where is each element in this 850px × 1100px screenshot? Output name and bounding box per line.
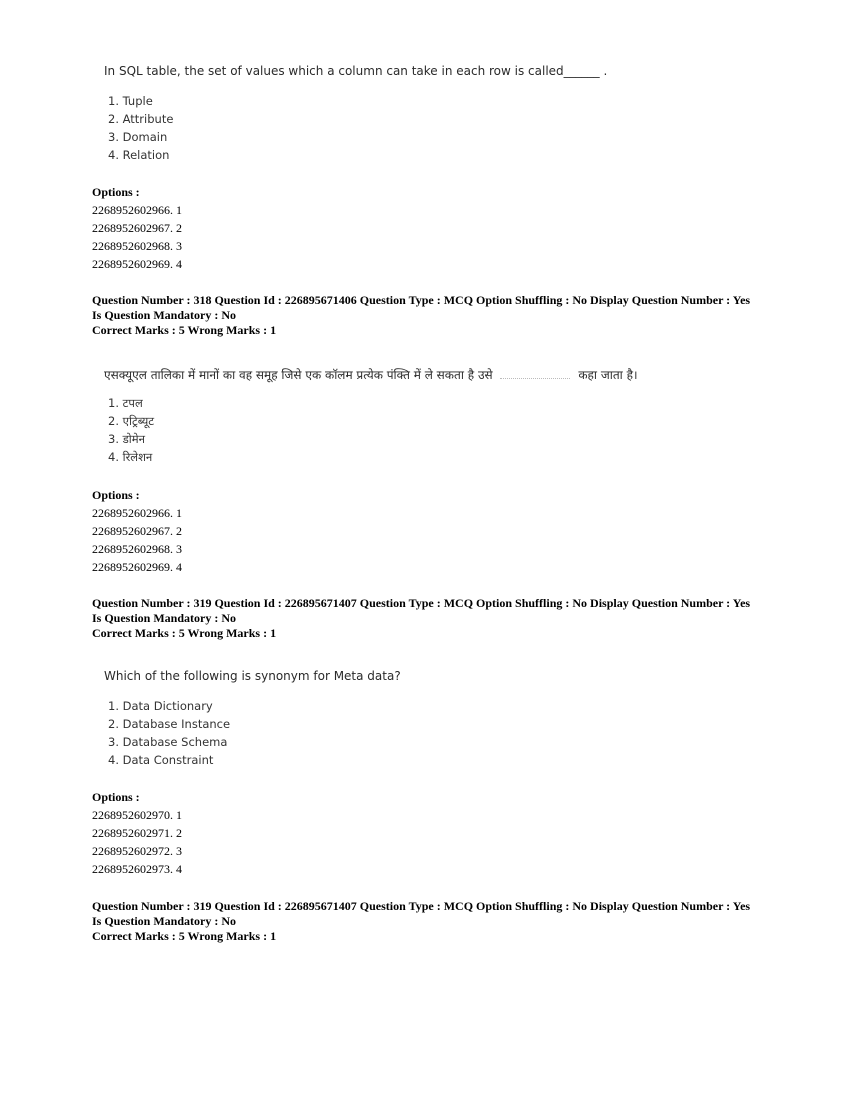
options-label: Options : [92, 185, 140, 199]
option-id: 2268952602967. 2 [92, 221, 182, 235]
answer-choice: 4. Data Constraint [108, 753, 214, 767]
options-label: Options : [92, 488, 140, 502]
option-id: 2268952602967. 2 [92, 524, 182, 538]
answer-choice: 2. Attribute [108, 112, 174, 126]
option-id: 2268952602972. 3 [92, 844, 182, 858]
marks-line: Correct Marks : 5 Wrong Marks : 1 [92, 929, 277, 943]
question-text-hindi [104, 366, 638, 383]
question-text: Which of the following is synonym for Meta data? [104, 669, 401, 683]
answer-choice: 2. एट्रिब्यूट [108, 414, 155, 428]
answer-choice: 3. Domain [108, 130, 168, 144]
answer-choice: 3. डोमेन [108, 432, 146, 446]
answer-choice: 2. Database Instance [108, 717, 231, 731]
option-id: 2268952602966. 1 [92, 203, 182, 217]
answer-choice: 4. रिलेशन [108, 450, 153, 464]
question-meta: Question Number : 319 Question Id : 226895671407 Question Type : MCQ Option Shuffling : No Display Question Number : Yes Is Question Mandatory : No [92, 899, 751, 928]
answer-choice: 3. Database Schema [108, 735, 228, 749]
options-label: Options : [92, 790, 140, 804]
question-meta: Question Number : 318 Question Id : 226895671406 Question Type : MCQ Option Shuffling : No Display Question Number : Yes Is Question Mandatory : No [92, 293, 751, 322]
marks-line: Correct Marks : 5 Wrong Marks : 1 [92, 626, 277, 640]
option-id: 2268952602970. 1 [92, 808, 182, 822]
option-id: 2268952602973. 4 [92, 862, 182, 876]
option-id: 2268952602966. 1 [92, 506, 182, 520]
answer-choice: 1. Data Dictionary [108, 699, 213, 713]
answer-choice: 1. Tuple [108, 94, 153, 108]
option-id: 2268952602969. 4 [92, 560, 182, 574]
question-text-part: कहा जाता है। [578, 368, 638, 382]
question-meta: Question Number : 319 Question Id : 226895671407 Question Type : MCQ Option Shuffling : No Display Question Number : Yes Is Question Mandatory : No [92, 596, 751, 625]
question-text-part: एसक्यूएल तालिका में मानों का वह समूह जिसे एक कॉलम प्रत्येक पंक्ति में ले सकता है उसे [104, 368, 493, 382]
option-id: 2268952602968. 3 [92, 239, 182, 253]
answer-choice: 1. टपल [108, 396, 143, 410]
option-id: 2268952602971. 2 [92, 826, 182, 840]
option-id: 2268952602968. 3 [92, 542, 182, 556]
question-text: In SQL table, the set of values which a column can take in each row is called______ . [104, 64, 608, 78]
option-id: 2268952602969. 4 [92, 257, 182, 271]
blank-line [500, 378, 570, 379]
marks-line: Correct Marks : 5 Wrong Marks : 1 [92, 323, 277, 337]
answer-choice: 4. Relation [108, 148, 170, 162]
